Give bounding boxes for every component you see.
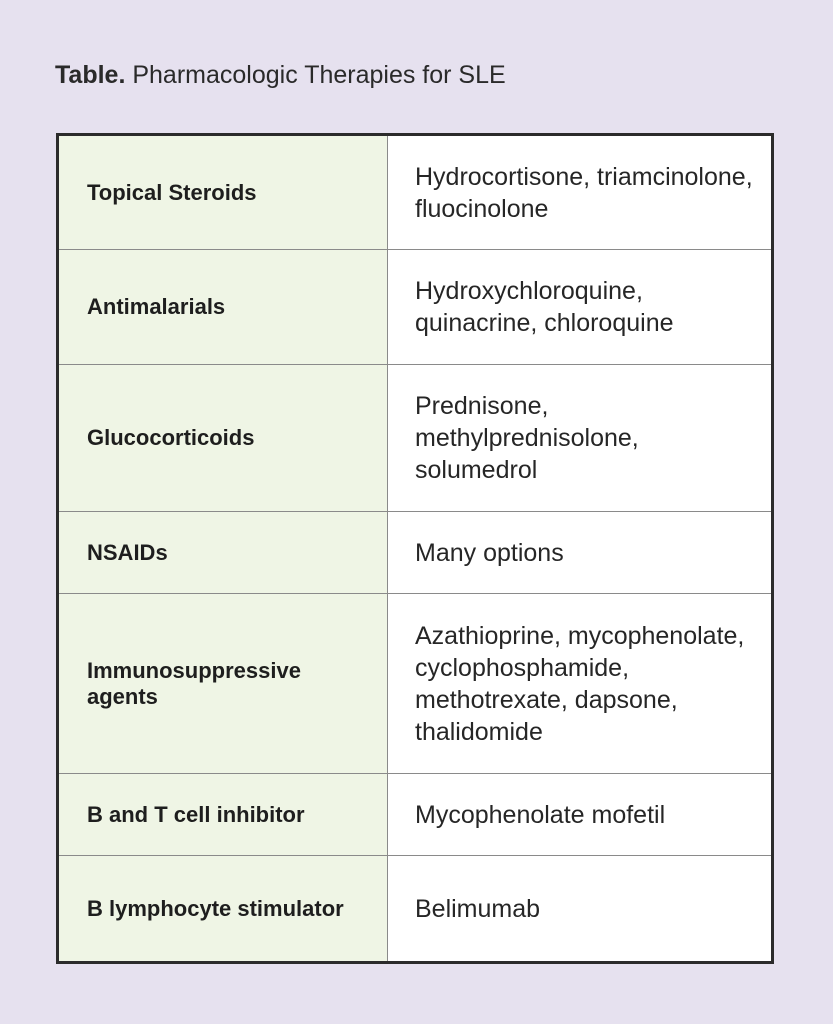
therapies-table — [56, 133, 774, 964]
table-row — [58, 250, 773, 365]
caption-label: Table. — [55, 61, 126, 89]
table-row — [58, 365, 773, 512]
table-row — [58, 135, 773, 250]
category-cell: Immunosuppressive agents — [58, 594, 388, 774]
table-row — [58, 594, 773, 774]
category-cell: Antimalarials — [58, 250, 388, 365]
category-cell: Glucocorticoids — [58, 365, 388, 512]
agents-cell: Azathioprine, mycophenolate, cyclophosphamide, methotrexate, dapsone, thalidomide — [388, 594, 773, 774]
agents-cell: Hydroxychloroquine, quinacrine, chloroquine — [388, 250, 773, 365]
agents-cell: Belimumab — [388, 856, 773, 963]
category-cell: B and T cell inhibitor — [58, 774, 388, 856]
caption-title: Pharmacologic Therapies for SLE — [132, 61, 506, 89]
table-row — [58, 512, 773, 594]
agents-cell: Hydrocortisone, triamcinolone, fluocinolone — [388, 135, 773, 250]
table-row — [58, 856, 773, 963]
agents-cell: Prednisone, methylprednisolone, solumedrol — [388, 365, 773, 512]
table-row — [58, 774, 773, 856]
agents-cell: Mycophenolate mofetil — [388, 774, 773, 856]
category-cell: Topical Steroids — [58, 135, 388, 250]
table-caption — [55, 58, 506, 92]
category-cell: B lymphocyte stimulator — [58, 856, 388, 963]
category-cell: NSAIDs — [58, 512, 388, 594]
agents-cell: Many options — [388, 512, 773, 594]
